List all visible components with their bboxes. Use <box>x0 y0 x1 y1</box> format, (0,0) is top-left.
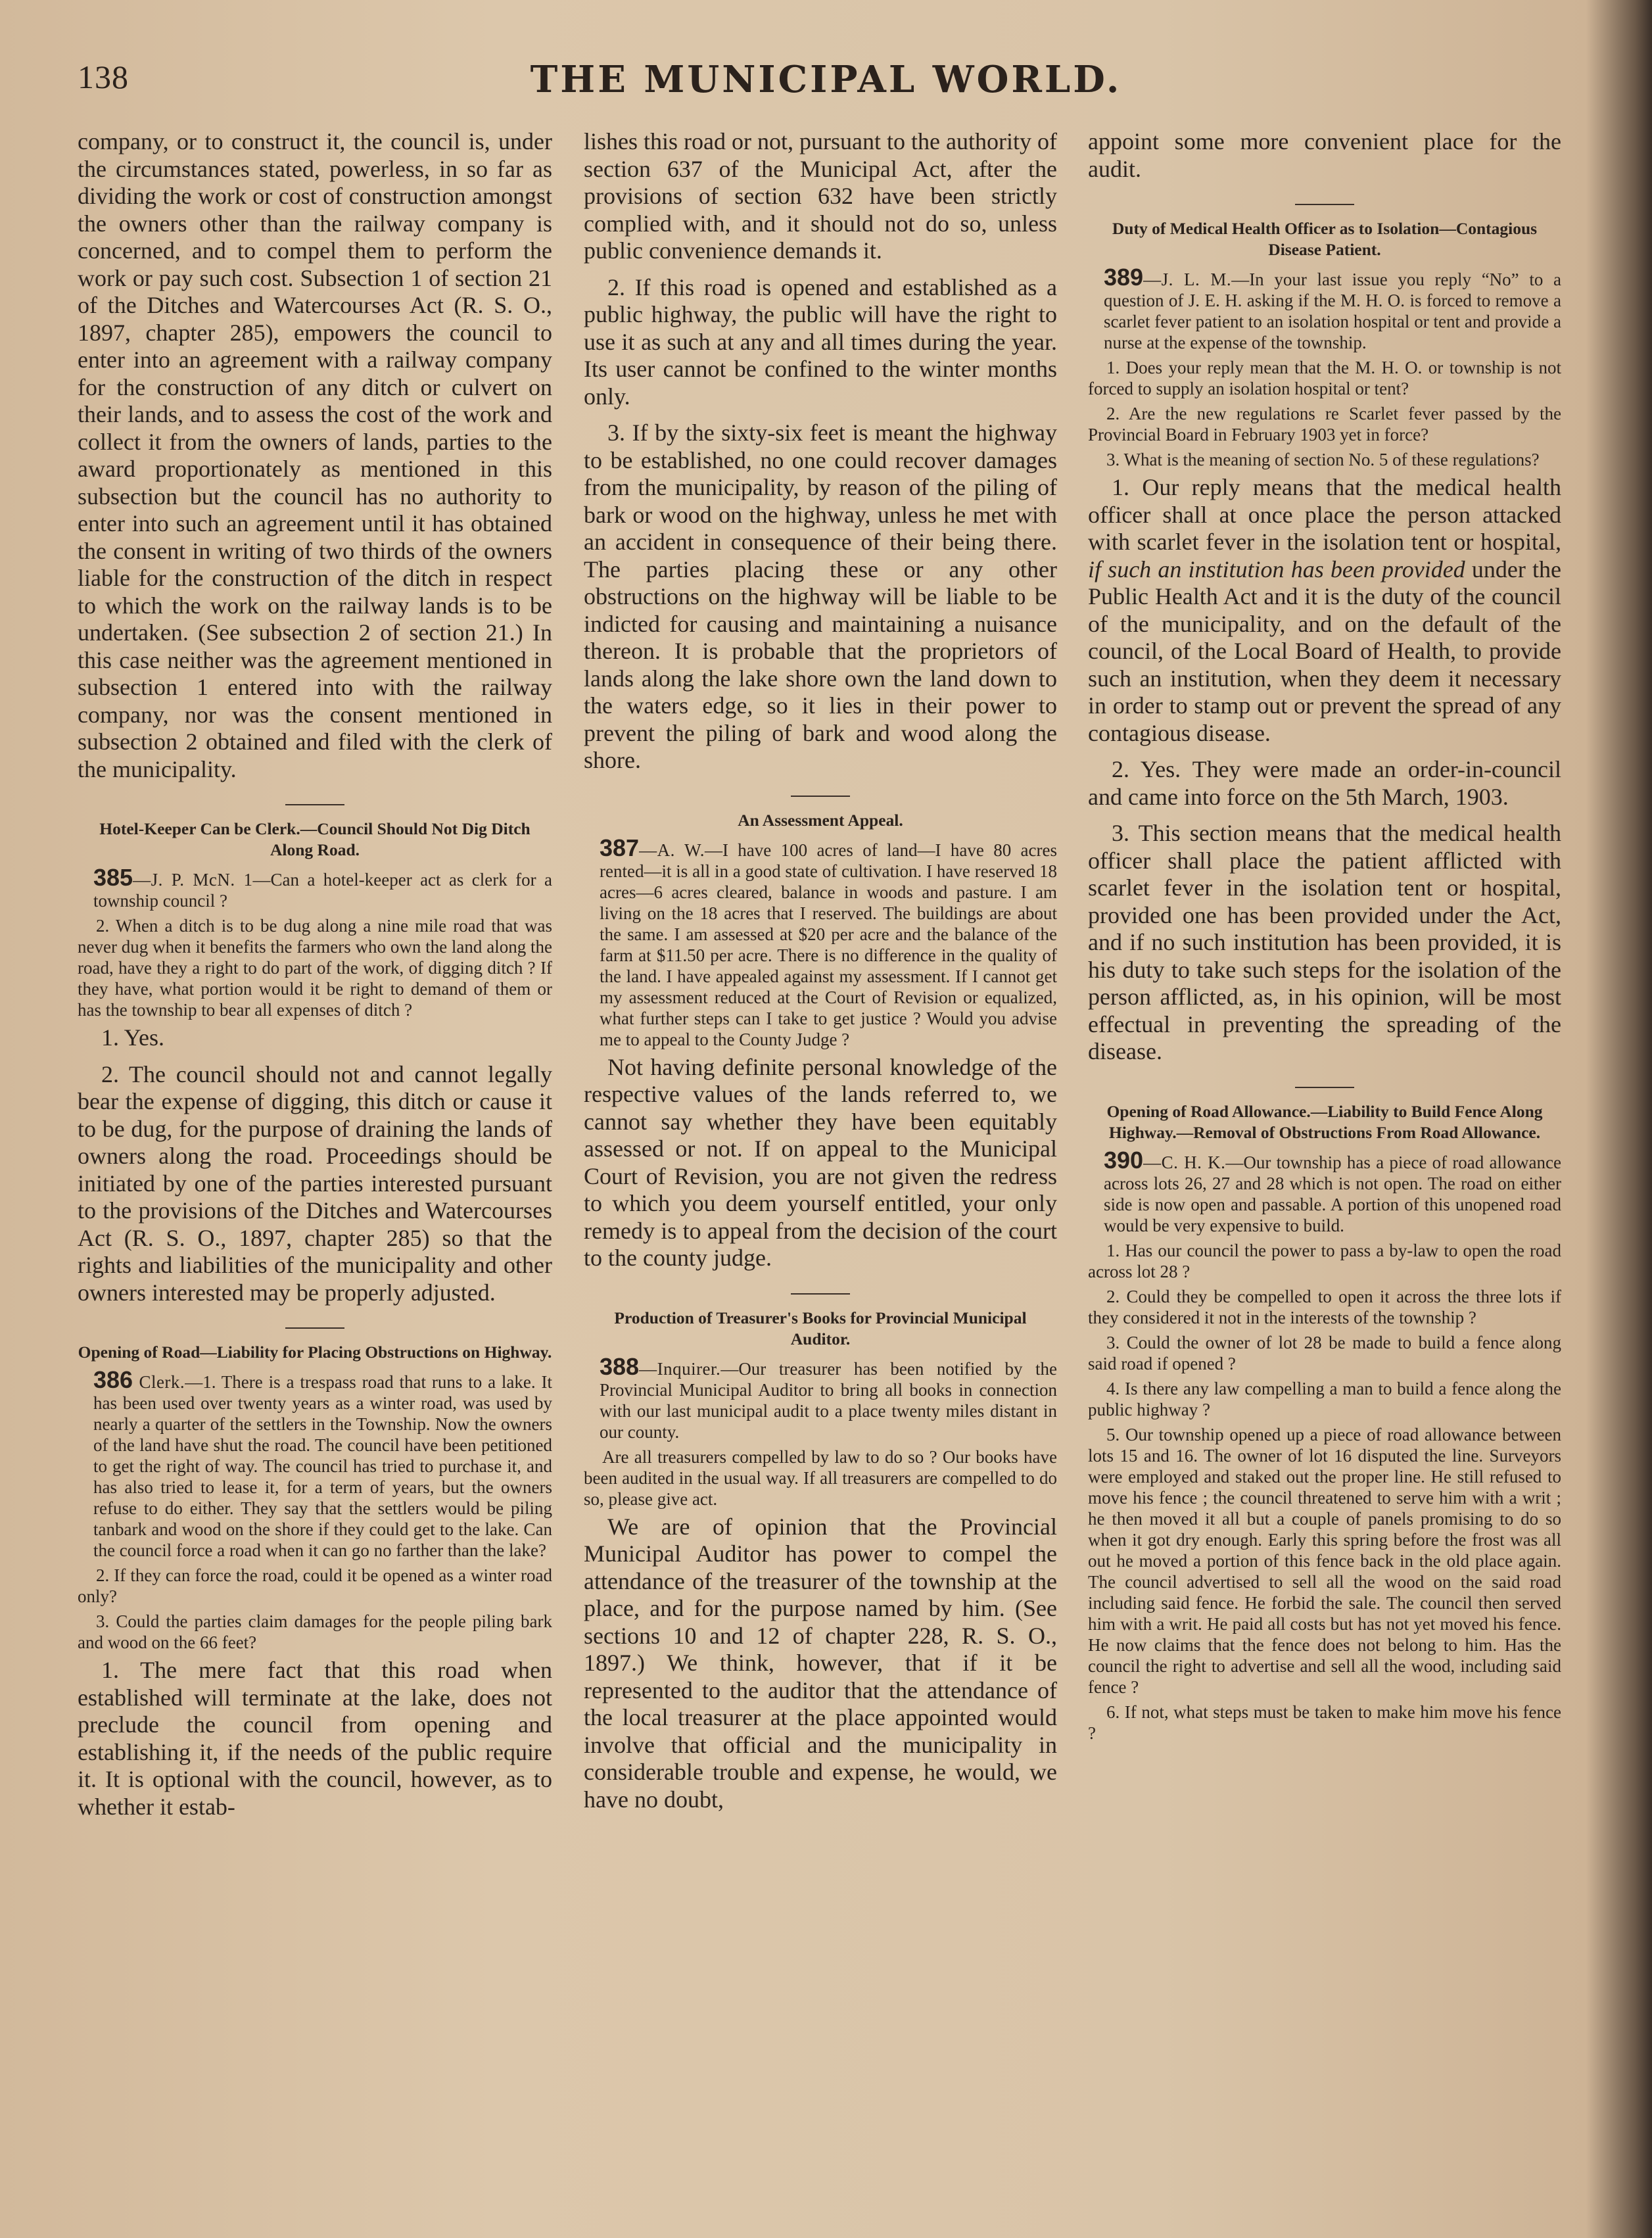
answer-text: under the Public Health Act and it is the duty of the council of the municipality, and on the default of the council, of the Local Board of Health, to provide such an institution, when they deem it necessary in order to stamp out or prevent the spread of any contagious disease. <box>1088 556 1561 746</box>
answer-paragraph: Not having definite personal knowledge of the respective values of the lands referred to, we cannot say whether they have been equitably assessed or not. If on appeal to the Municipal Court of Revision, you are not given the redress to which you deem yourself entitled, your only remedy is to appeal from the decision of the court to the county judge. <box>584 1053 1057 1271</box>
answer-paragraph: 2. If this road is opened and established as a public highway, the public will have the right to use it as such at any and all times during the year. Its user cannot be confined to the winter months only. <box>584 274 1057 410</box>
question-386 <box>93 1366 552 1561</box>
question-text: —I have 100 acres of land—I have 80 acres rented—it is all in a good state of cultivation. I have reserved 18 acres—6 acres cleared, balance in woods and pasture. I am living on the 18 acres that I reserved. The buildings are about the same. I am assessed at $20 per acre and the balance of the farm at $11.50 per acre. There is no difference in the quality of the land. I have appealed against my assessment. If I cannot get my assessment reduced at the Court of Revision or equalized, what further steps can I take to get justice ? Would you advise me to appeal to the County Judge ? <box>600 840 1057 1049</box>
question-390 <box>1104 1146 1561 1236</box>
answer-paragraph: 1. The mere fact that this road when established will terminate at the lake, does not preclude the council from opening and establishing it, if the needs of the public require it. It is optional with the council, however, as to whether it estab- <box>78 1657 552 1820</box>
correspondent: —Inquirer. <box>639 1358 721 1379</box>
question-heading-387: An Assessment Appeal. <box>738 810 903 830</box>
answer-paragraph: We are of opinion that the Provincial Municipal Auditor has power to compel the attendance of the treasurer of the township at the place, and for the purpose named by him. (See sections 10 and 12 of chapter 228, R. S. O., 1897.) We think, however, that if it be represented to the auditor that the attendance of the local treasurer at the place appointed would involve that official and the municipality in considerable trouble and expense, he would, we have no doubt, <box>584 1513 1057 1813</box>
correspondent: —J. P. McN. 1 <box>133 870 253 890</box>
question-text: 1. Has our council the power to pass a by-law to open the road across lot 28 ? <box>1088 1240 1561 1281</box>
question-number: 389 <box>1104 264 1144 291</box>
answer-paragraph: 2. Yes. They were made an order-in-council and came into force on the 5th March, 1903. <box>1088 756 1561 810</box>
question-text: —Our township has a piece of road allowance across lots 26, 27 and 28 which is not open. The road on either side is now open and passable. A portion of this unopened road would be very expensive to build. <box>1104 1152 1561 1235</box>
question-heading-390: Opening of Road Allowance.—Liability to Build Fence Along Highway.—Removal of Obstructions From Road Allowance. <box>1106 1101 1543 1142</box>
masthead-title: THE MUNICIPAL WORLD. <box>530 58 1122 101</box>
answer-italic-text: if such an institution has been provided <box>1088 556 1465 583</box>
question-text: 6. If not, what steps must be taken to make him move his fence ? <box>1088 1702 1561 1743</box>
question-text: 5. Our township opened up a piece of road allowance between lots 15 and 16. The owner of lot 16 disputed the line. Surveyors were employed and staked out the proper line. He still refused to move his fence ; the council threatened to serve him with a writ ; he then moved it all but a couple of panels promising to do so when it got dry enough. Early this spring before the frost was all out he moved a portion of this fence back in the old place again. The council advertised to sell all the wood on the said road including said fence. He forbid the sale. The council then served him with a writ. He paid all costs but has not yet moved his fence. He now claims that the fence does not belong to him. Has the council the right to advertise and sell all the wood, including said fence ? <box>1088 1424 1561 1697</box>
section-divider <box>1295 1087 1354 1088</box>
question-387 <box>600 834 1057 1050</box>
question-number: 385 <box>93 864 133 891</box>
question-number: 386 <box>93 1366 133 1393</box>
question-text: —Can a hotel-keeper act as clerk for a township council ? <box>93 870 552 911</box>
question-text: 3. Could the parties claim damages for the people piling bark and wood on the 66 feet? <box>78 1611 552 1652</box>
column-3 <box>1088 128 1561 1748</box>
question-heading-386: Opening of Road—Liability for Placing Obstructions on Highway. <box>78 1343 552 1362</box>
question-text: —1. There is a trespass road that runs to a lake. It has been used over twenty years as a winter road, was used by nearly a quarter of the settlers in the Township. Now the owners of the land have shut the road. The council have been petitioned to get the right of way. The council has tried to purchase it, and has also tried to lease it, for a term of years, but the owners refuse to do either. They say that the settlers would be piling tanbark and wood on the shore if they could get to the lake. Can the council force a road when it can go no farther than the lake? <box>93 1372 552 1560</box>
correspondent: —J. L. M. <box>1143 270 1232 289</box>
question-text: —In your last issue you reply “No” to a question of J. E. H. asking if the M. H. O. is forced to remove a scarlet fever patient to an isolation hospital or tent and provide a nurse at the expense of the township. <box>1104 270 1561 352</box>
section-divider <box>285 804 344 805</box>
question-text: 2. Could they be compelled to open it across the three lots if they considered it not in the interests of the township ? <box>1088 1286 1561 1327</box>
answer-paragraph: 1. Yes. <box>101 1024 165 1051</box>
question-text: 2. When a ditch is to be dug along a nine mile road that was never dug when it benefits the farmers who own the land along the road, have they a right to do part of the work, of digging ditch ? If they have, what portion would it be right to demand of them or has the township to bear all expenses of ditch ? <box>78 916 552 1020</box>
page-number: 138 <box>78 59 129 95</box>
answer-paragraph <box>1088 474 1561 747</box>
question-text: 2. Are the new regulations re Scarlet fever passed by the Provincial Board in February 1903 yet in force? <box>1088 404 1561 444</box>
question-385 <box>93 864 552 911</box>
question-text: 2. If they can force the road, could it be opened as a winter road only? <box>78 1565 552 1606</box>
column-1 <box>78 128 552 1830</box>
answer-paragraph: appoint some more convenient place for the audit. <box>1088 128 1561 182</box>
question-text: Are all treasurers compelled by law to do so ? Our books have been audited in the usual way. If all treasurers are compelled to do so, please give act. <box>584 1446 1057 1509</box>
question-heading-389: Duty of Medical Health Officer as to Isolation—Contagious Disease Patient. <box>1112 219 1538 259</box>
section-divider <box>1295 204 1354 205</box>
answer-paragraph: 3. This section means that the medical health officer shall place the patient afflicted with scarlet fever in the isolation tent or hospital, provided one has been provided under the Act, and if no such institution has been provided, it is his duty to take such steps for the isolation of the person afflicted, as, in his opinion, will be most effectual in preventing the spreading of the disease. <box>1088 820 1561 1064</box>
question-text: —Our treasurer has been notified by the Provincial Municipal Auditor to bring all books in connection with our last municipal audit to a place twenty miles distant in our county. <box>600 1358 1057 1442</box>
question-text: 3. Could the owner of lot 28 be made to build a fence along said road if opened ? <box>1088 1332 1561 1373</box>
section-divider <box>791 1293 850 1295</box>
question-text: 3. What is the meaning of section No. 5 of these regulations? <box>1106 450 1540 469</box>
question-number: 388 <box>600 1352 640 1380</box>
question-number: 387 <box>600 834 640 861</box>
answer-text: 1. Our reply means that the medical health officer shall at once place the person attacked with scarlet fever in the isolation tent or hospital, <box>1088 474 1561 555</box>
correspondent: —A. W. <box>639 840 705 860</box>
section-divider <box>285 1327 344 1329</box>
page-header <box>0 58 1652 104</box>
section-divider <box>791 796 850 797</box>
column-2 <box>584 128 1057 1822</box>
question-text: 4. Is there any law compelling a man to build a fence along the public highway ? <box>1088 1378 1561 1419</box>
correspondent: —C. H. K. <box>1143 1152 1226 1172</box>
question-heading-388: Production of Treasurer's Books for Provincial Municipal Auditor. <box>614 1308 1027 1348</box>
question-text: 1. Does your reply mean that the M. H. O. or township is not forced to supply an isolation hospital or tent? <box>1088 358 1561 398</box>
answer-paragraph: lishes this road or not, pursuant to the authority of section 637 of the Municipal Act, after the provisions of section 632 have been strictly complied with, and it should not do so, unless public convenience demands it. <box>584 128 1057 264</box>
question-389 <box>1104 264 1561 353</box>
answer-paragraph: 3. If by the sixty-six feet is meant the highway to be established, no one could recover damages from the municipality, by reason of the piling of bark or wood on the highway, unless he met with an accident in consequence of their being there. The parties placing these or any other obstructions on the highway will be liable to be indicted for causing and maintaining a nuisance thereon. It is probable that the proprietors of lands along the lake shore own the land down to the waters edge, so it lies in their power to prevent the piling of bark and wood along the shore. <box>584 419 1057 773</box>
question-heading-385: Hotel-Keeper Can be Clerk.—Council Should Not Dig Ditch Along Road. <box>99 819 531 859</box>
question-number: 390 <box>1104 1146 1144 1174</box>
paragraph: company, or to construct it, the council is, under the circumstances stated, powerless, in so far as dividing the work or cost of construction amongst the owners other than the railway company is concerned, and to compel them to perform the work or pay such cost. Subsection 1 of section 21 of the Ditches and Watercourses Act (R. S. O., 1897, chapter 285), empowers the council to enter into an agreement with a railway company for the construction of any ditch or culvert on their lands, and to assess the cost of the work and collect it from the owners of lands, parties to the award proportionately as mentioned in this subsection but the council has no authority to enter into such an agreement until it has obtained the consent in writing of two thirds of the owners liable for the construction of the ditch in respect to which the work on the railway lands is to be undertaken. (See subsection 2 of section 21.) In this case neither was the agreement mentioned in subsection 1 entered into with the railway company, nor was the consent mentioned in subsection 2 obtained and filed with the clerk of the municipality. <box>78 128 552 782</box>
question-388 <box>600 1352 1057 1442</box>
correspondent: Clerk. <box>133 1372 185 1392</box>
answer-paragraph: 2. The council should not and cannot legally bear the expense of digging, this ditch or cause it to be dug, for the purpose of draining the lands of owners along the road. Proceedings should be initiated by one of the parties interested pursuant to the provisions of the Ditches and Watercourses Act (R. S. O., 1897, chapter 285) so that the rights and liabilities of the municipality and other owners interested may be properly adjusted. <box>78 1060 552 1306</box>
